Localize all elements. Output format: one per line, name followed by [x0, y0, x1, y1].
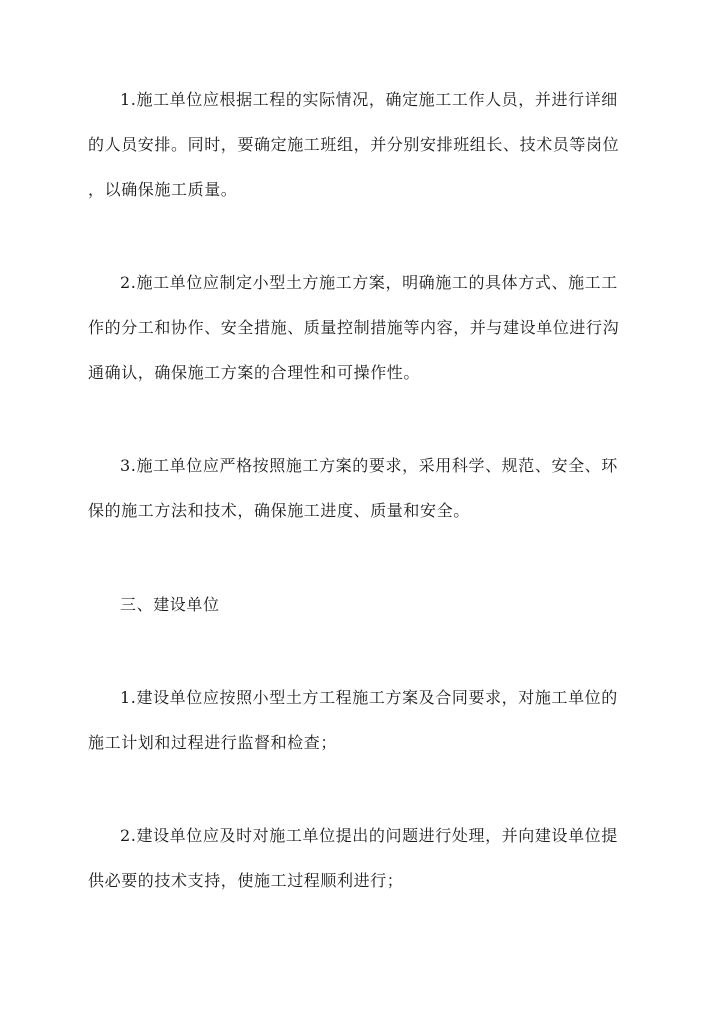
section-heading-construction-unit: 三、建设单位 [120, 595, 220, 614]
paragraph-1-line-3: ，以确保施工质量。 [88, 180, 238, 199]
paragraph-5-line-1: 2.建设单位应及时对施工单位提出的问题进行处理，并向建设单位提 [120, 826, 618, 845]
paragraph-4-line-2: 施工计划和过程进行监督和检查； [88, 733, 338, 752]
paragraph-4-line-1: 1.建设单位应按照小型土方工程施工方案及合同要求，对施工单位的 [120, 688, 618, 707]
paragraph-1-line-1: 1.施工单位应根据工程的实际情况，确定施工工作人员，并进行详细 [120, 90, 618, 109]
paragraph-3-line-2: 保的施工方法和技术，确保施工进度、质量和安全。 [88, 501, 470, 520]
paragraph-2-line-3: 通确认，确保施工方案的合理性和可操作性。 [88, 363, 421, 382]
paragraph-1-line-2: 的人员安排。同时，要确定施工班组，并分别安排班组长、技术员等岗位 [88, 135, 620, 154]
paragraph-5-line-2: 供必要的技术支持，使施工过程顺利进行； [88, 871, 404, 890]
paragraph-2-line-2: 作的分工和协作、安全措施、质量控制措施等内容，并与建设单位进行沟 [88, 318, 620, 337]
paragraph-3-line-1: 3.施工单位应严格按照施工方案的要求，采用科学、规范、安全、环 [120, 456, 618, 475]
paragraph-2-line-1: 2.施工单位应制定小型土方施工方案，明确施工的具体方式、施工工 [120, 273, 618, 292]
